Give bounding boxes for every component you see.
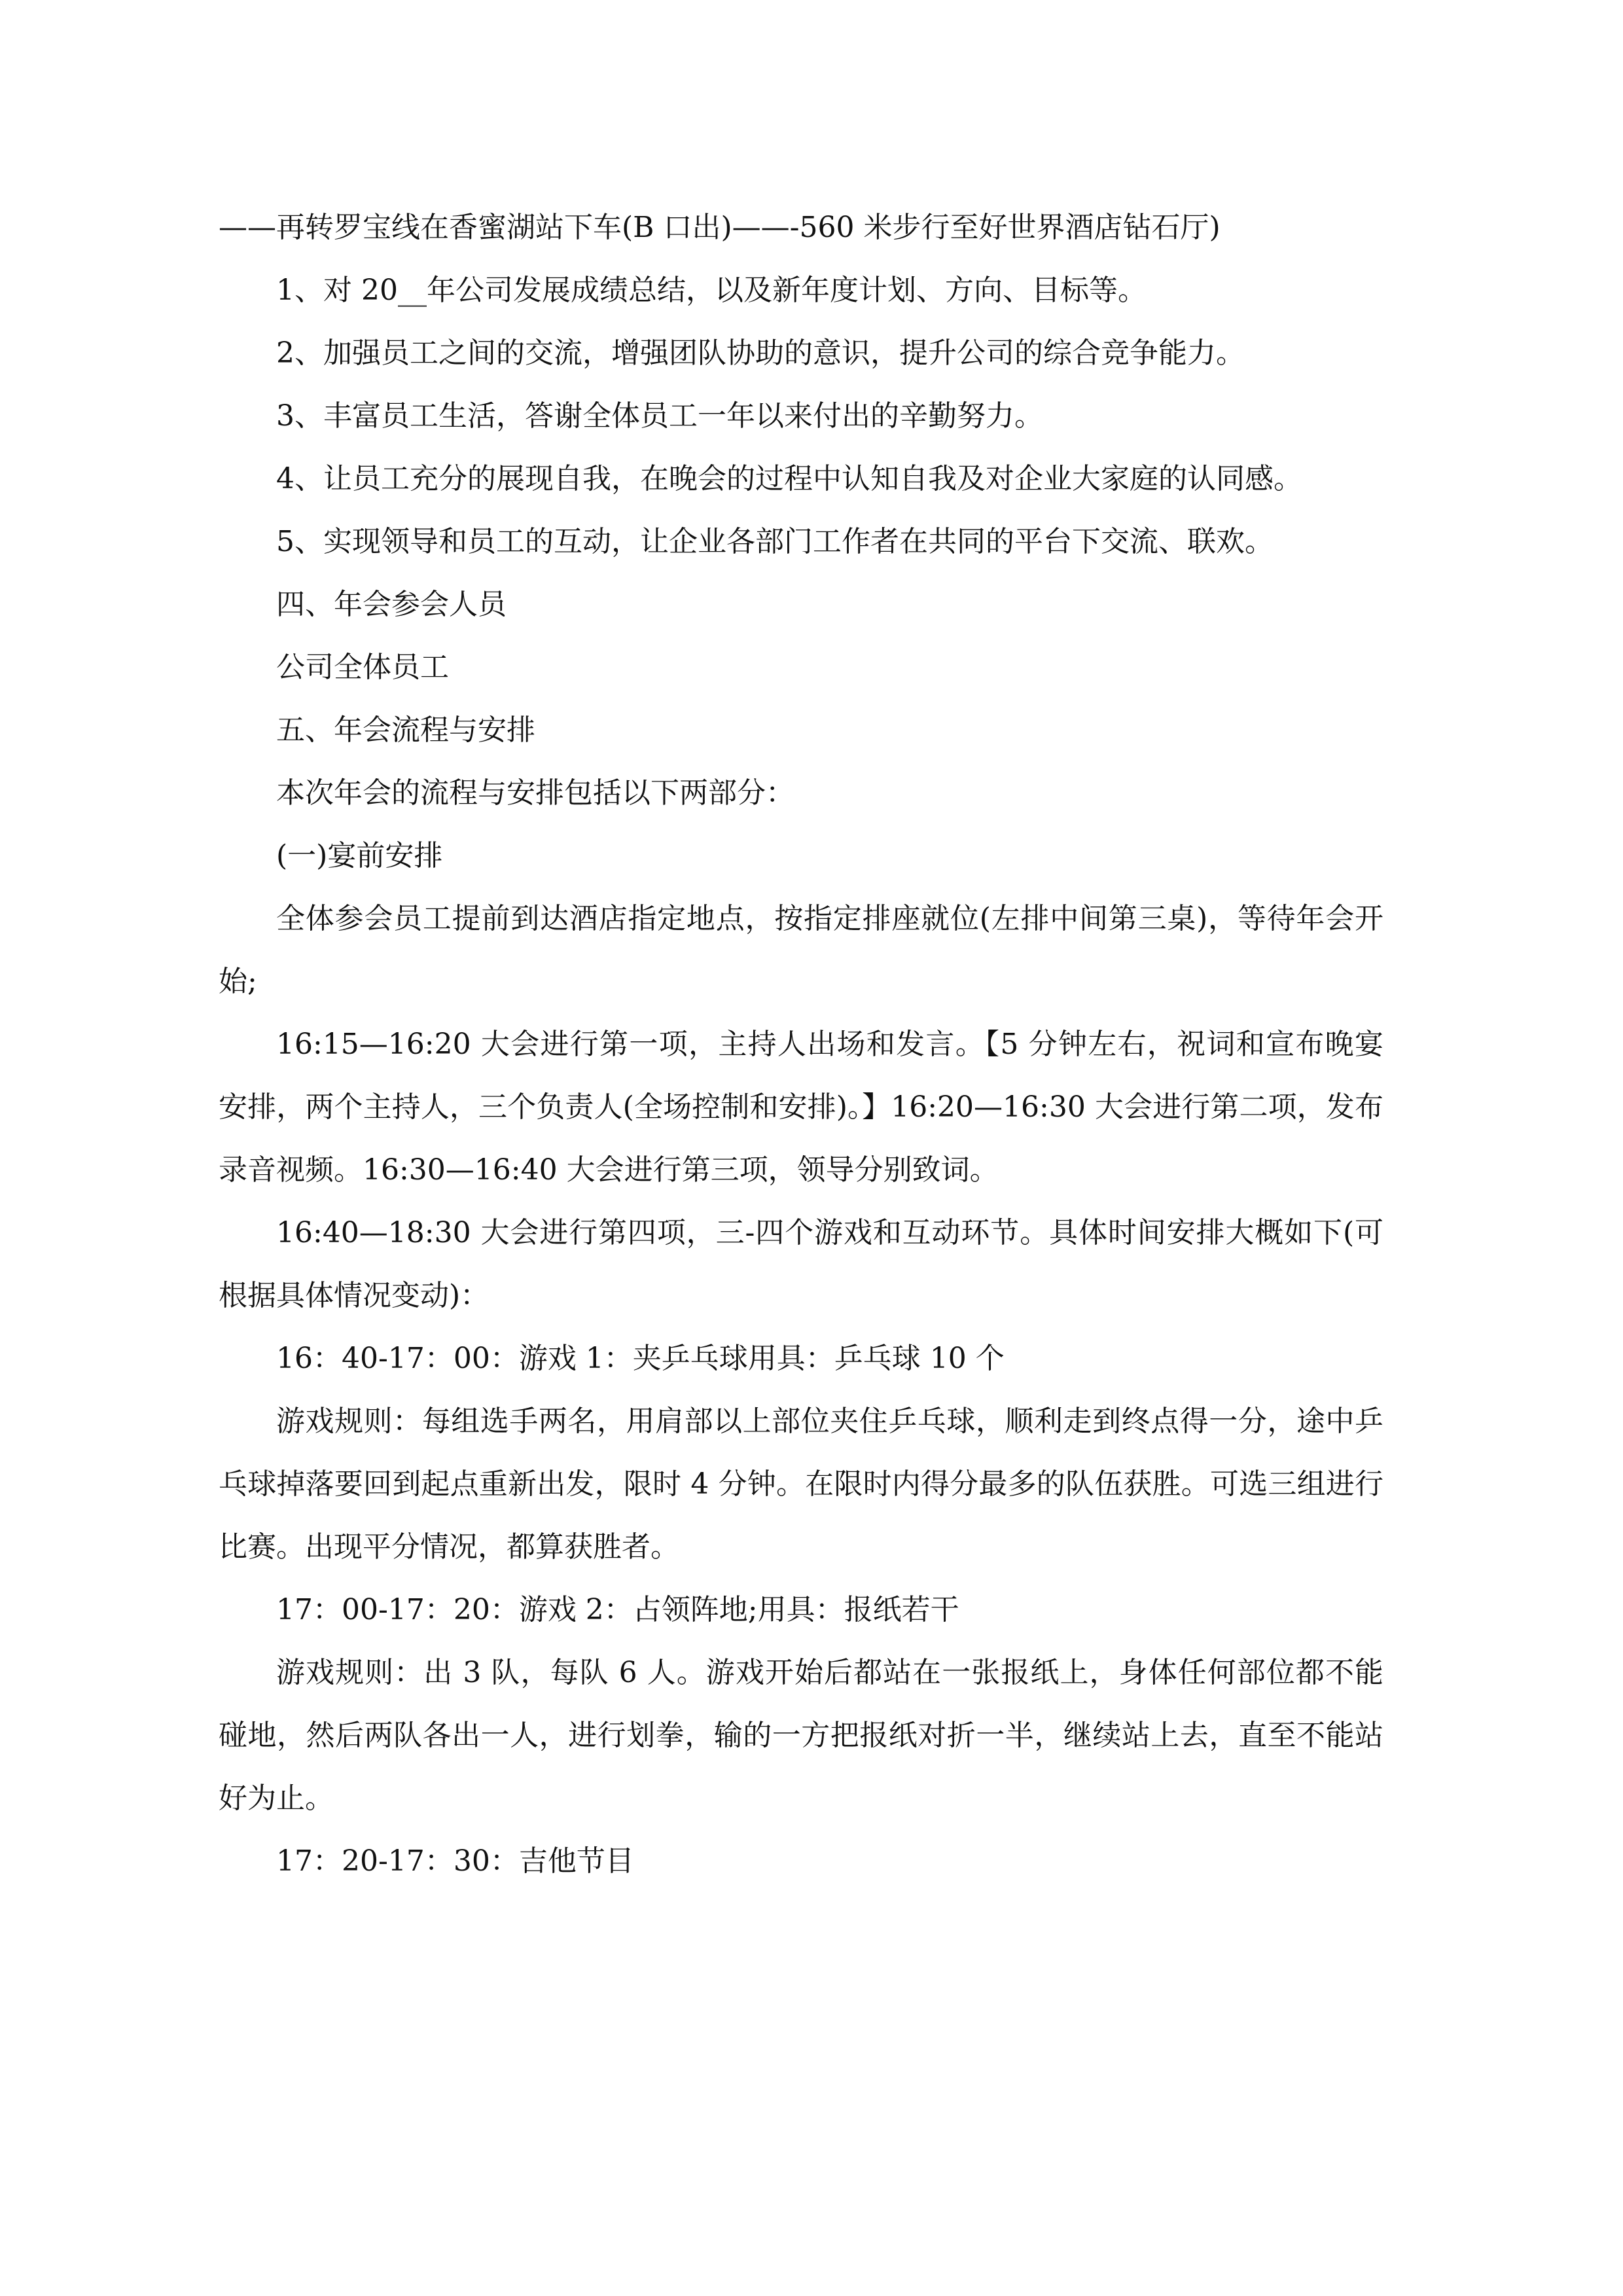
purpose-item-3: 3、丰富员工生活，答谢全体员工一年以来付出的辛勤努力。 bbox=[276, 399, 1043, 433]
game-1-title: 16：40-17：00：游戏 1：夹乒乓球用具：乒乓球 10 个 bbox=[276, 1342, 1005, 1375]
route-paragraph: ——再转罗宝线在香蜜湖站下车(B 口出)——-560 米步行至好世界酒店钻石厅) bbox=[219, 211, 1221, 244]
agenda-items-1-3: 16:15—16:20 大会进行第一项，主持人出场和发言。【5 分钟左右，祝词和宣布晚宴安排，两个主持人，三个负责人(全场控制和安排)。】16:20—16:30 大会进行第二项，发布录音视频。16:30—16:40 大会进行第三项，领导分别致词。 bbox=[219, 1028, 1383, 1187]
game-1-rules: 游戏规则：每组选手两名，用肩部以上部位夹住乒乓球，顺利走到终点得一分，途中乒乓球掉落要回到起点重新出发，限时 4 分钟。在限时内得分最多的队伍获胜。可选三组进行比赛。出现平分情况，都算获胜者。 bbox=[219, 1405, 1383, 1564]
purpose-item-1: 1、对 20__年公司发展成绩总结，以及新年度计划、方向、目标等。 bbox=[276, 274, 1147, 307]
pre-banquet-text: 全体参会员工提前到达酒店指定地点，按指定排座就位(左排中间第三桌)，等待年会开始; bbox=[219, 902, 1383, 998]
schedule-intro: 本次年会的流程与安排包括以下两部分： bbox=[276, 776, 794, 810]
attendees-text: 公司全体员工 bbox=[276, 651, 449, 684]
subsection-heading-pre-banquet: (一)宴前安排 bbox=[276, 839, 443, 872]
section-heading-schedule: 五、年会流程与安排 bbox=[276, 713, 535, 747]
agenda-item-4: 16:40—18:30 大会进行第四项，三-四个游戏和互动环节。具体时间安排大概如下(可根据具体情况变动)： bbox=[219, 1216, 1383, 1312]
game-2-title: 17：00-17：20：游戏 2：占领阵地;用具：报纸若干 bbox=[276, 1593, 959, 1626]
purpose-item-4: 4、让员工充分的展现自我，在晚会的过程中认知自我及对企业大家庭的认同感。 bbox=[276, 462, 1302, 495]
guitar-program: 17：20-17：30：吉他节目 bbox=[276, 1844, 634, 1878]
game-2-rules: 游戏规则：出 3 队，每队 6 人。游戏开始后都站在一张报纸上，身体任何部位都不能碰地，然后两队各出一人，进行划拳，输的一方把报纸对折一半，继续站上去，直至不能站好为止。 bbox=[219, 1656, 1383, 1815]
document-body bbox=[219, 196, 1383, 1893]
section-heading-attendees: 四、年会参会人员 bbox=[276, 588, 507, 621]
purpose-item-5: 5、实现领导和员工的互动，让企业各部门工作者在共同的平台下交流、联欢。 bbox=[276, 525, 1274, 558]
purpose-item-2: 2、加强员工之间的交流，增强团队协助的意识，提升公司的综合竞争能力。 bbox=[276, 336, 1245, 370]
